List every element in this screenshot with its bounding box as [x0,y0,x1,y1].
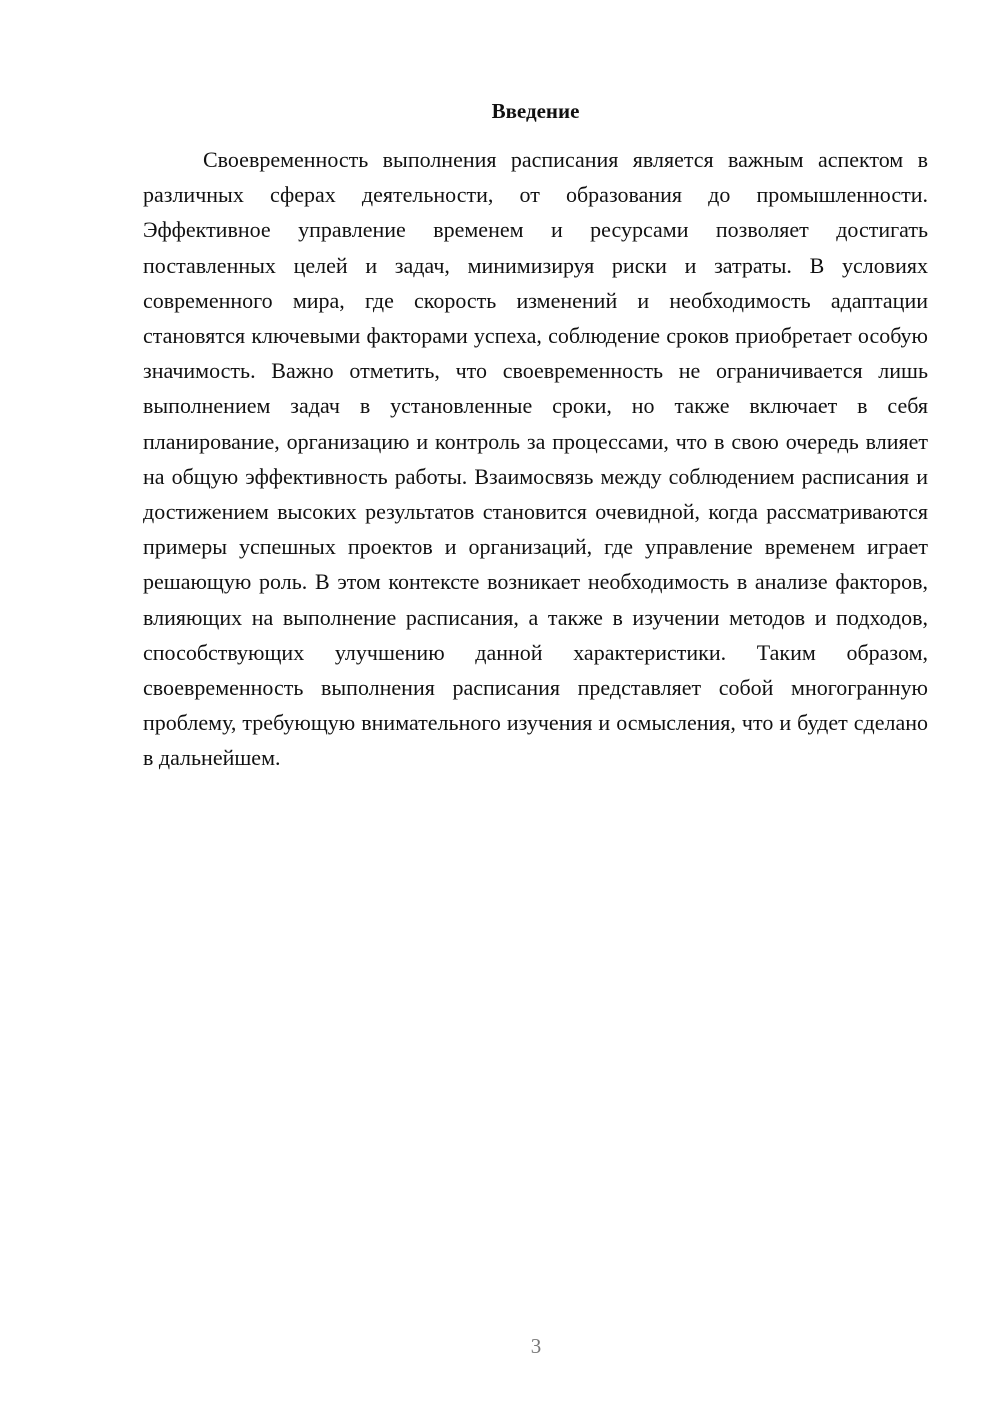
body-paragraph: Своевременность выполнения расписания является важным аспектом в различных сферах деятельности, от образования до промышленности. Эффективное управление временем и ресурсами позволяет достигать поставленных целей и задач, минимизируя риски и затраты. В условиях современного мира, где скорость изменений и необходимость адаптации становятся ключевыми факторами успеха, соблюдение сроков приобретает особую значимость. Важно отметить, что своевременность не ограничивается лишь выполнением задач в установленные сроки, но также включает в себя планирование, организацию и контроль за процессами, что в свою очередь влияет на общую эффективность работы. Взаимосвязь между соблюдением расписания и достижением высоких результатов становится очевидной, когда рассматриваются примеры успешных проектов и организаций, где управление временем играет решающую роль. В этом контексте возникает необходимость в анализе факторов, влияющих на выполнение расписания, а также в изучении методов и подходов, способствующих улучшению данной характеристики. Таким образом, своевременность выполнения расписания представляет собой многогранную проблему, требующую внимательного изучения и осмысления, что и будет сделано в дальнейшем. [143,147,928,771]
page-number: 3 [530,1334,542,1358]
section-heading: Введение [491,99,580,123]
